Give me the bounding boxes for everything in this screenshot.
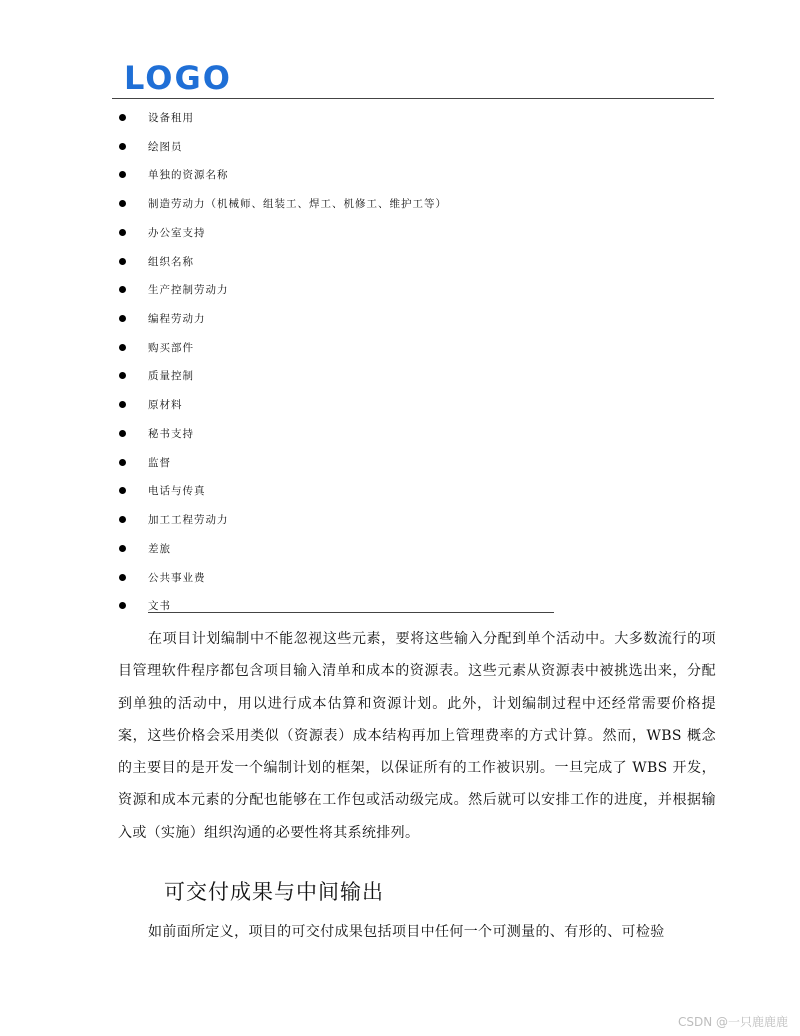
body-paragraph-2: 如前面所定义，项目的可交付成果包括项目中任何一个可测量的、有形的、可检验 [148, 924, 665, 940]
bullet-icon [119, 401, 126, 408]
list-item [116, 482, 447, 511]
list-item [116, 138, 447, 167]
list-item [116, 454, 447, 483]
bullet-icon [119, 143, 126, 150]
bullet-icon [119, 344, 126, 351]
list-item-label: 加工工程劳动力 [148, 514, 229, 527]
list-item-label: 绘图员 [148, 140, 183, 153]
list-item-label: 编程劳动力 [148, 313, 206, 326]
list-item-label: 文书 [148, 600, 171, 613]
bullet-icon [119, 315, 126, 322]
list-item [116, 511, 447, 540]
list-item [116, 367, 447, 396]
list-item [116, 425, 447, 454]
list-item-label: 监督 [148, 456, 171, 469]
bullet-icon [119, 574, 126, 581]
bullet-icon [119, 459, 126, 466]
list-item [116, 339, 447, 368]
list-item-label: 公共事业费 [148, 571, 206, 584]
bullet-icon [119, 372, 126, 379]
logo: LOGO [124, 59, 232, 97]
bullet-icon [119, 602, 126, 609]
list-item-label: 生产控制劳动力 [148, 284, 229, 297]
bullet-icon [119, 171, 126, 178]
header-divider [112, 98, 714, 99]
list-item [116, 540, 447, 569]
list-item-label: 单独的资源名称 [148, 169, 229, 182]
list-item-label: 制造劳动力（机械师、组装工、焊工、机修工、维护工等） [148, 198, 447, 211]
bullet-icon [119, 114, 126, 121]
list-item [116, 109, 447, 138]
list-item-label: 秘书支持 [148, 427, 194, 440]
list-item [116, 310, 447, 339]
list-item-label: 办公室支持 [148, 226, 206, 239]
list-item-label: 组织名称 [148, 255, 194, 268]
list-item-label: 差旅 [148, 542, 171, 555]
bullet-icon [119, 516, 126, 523]
list-item [116, 224, 447, 253]
bullet-icon [119, 200, 126, 207]
bullet-icon [119, 545, 126, 552]
list-item [116, 195, 447, 224]
list-item [116, 166, 447, 195]
watermark: CSDN @一只鹿鹿鹿 [677, 1015, 788, 1029]
bullet-icon [119, 229, 126, 236]
list-item-label: 购买部件 [148, 341, 194, 354]
bullet-icon [119, 487, 126, 494]
body-paragraph: 在项目计划编制中不能忽视这些元素，要将这些输入分配到单个活动中。大多数流行的项目管理软件程序都包含项目输入清单和成本的资源表。这些元素从资源表中被挑选出来，分配到单独的活动中，用以进行成本估算和资源计划。此外，计划编制过程中还经常需要价格提案，这些价格会采用类似（资源表）成本结构再加上管理费率的方式计算。然而，WBS 概念的主要目的是开发一个编制计划的框架，以保证所有的工作被识别。一旦完成了 WBS 开发，资源和成本元素的分配也能够在工作包或活动级完成。然后就可以安排工作的进度，并根据输入或（实施）组织沟通的必要性将其系统排列。 [118, 631, 716, 841]
list-item [116, 253, 447, 282]
list-end-rule [148, 612, 554, 613]
section-heading: 可交付成果与中间输出 [164, 880, 384, 904]
bullet-icon [119, 258, 126, 265]
list-item-label: 设备租用 [148, 112, 194, 124]
bullet-icon [119, 430, 126, 437]
list-item-label: 原材料 [148, 399, 183, 412]
list-item [116, 281, 447, 310]
list-item [116, 396, 447, 425]
list-item-label: 质量控制 [148, 370, 194, 383]
bullet-icon [119, 286, 126, 293]
list-item [116, 569, 447, 598]
resource-list [116, 109, 447, 626]
list-item-label: 电话与传真 [148, 485, 206, 498]
